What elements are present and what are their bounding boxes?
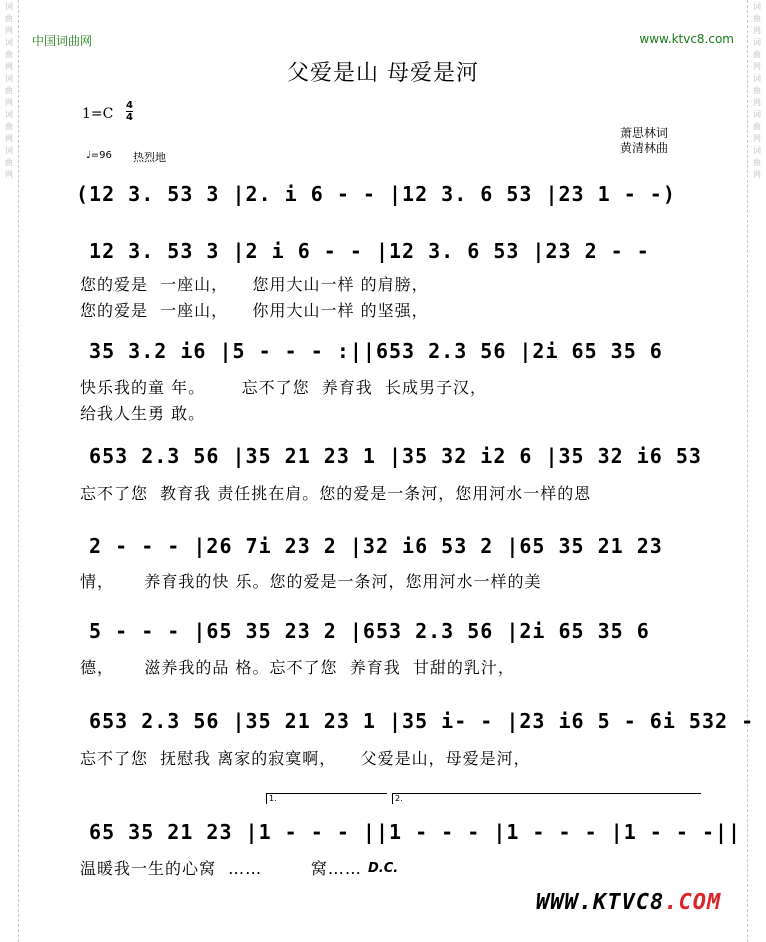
song-title: 父爱是山 母爱是河	[287, 61, 479, 86]
lyric-line: 忘不了您 教育我 责任挑在肩。您的爱是一条河，您用河水一样的恩	[80, 484, 592, 503]
lyricist-credit: 萧思林词	[620, 126, 669, 140]
watermark-left: 词 曲 网 词 曲 网 词 曲 网 词 曲 网 词 曲 网	[0, 0, 19, 942]
notation-row	[76, 442, 704, 482]
notation-row	[76, 180, 704, 220]
notation-row	[76, 237, 704, 277]
lyric-line: 情， 养育我的快 乐。您的爱是一条河，您用河水一样的美	[80, 572, 542, 591]
lyric-line: 快乐我的童 年。 忘不了您 养育我 长成男子汉，	[80, 378, 487, 397]
brand-tail: .COM	[664, 890, 722, 915]
lyric-line: 您的爱是 一座山， 您用大山一样 的肩膀，	[80, 275, 429, 294]
notes-line: 2 - - - |26 7i 23 2 |32 i6 53 2 |65 35 21 23	[76, 534, 663, 558]
time-signature: 4 4	[126, 100, 133, 123]
notes-line: 65 35 21 23 |1 - - - ||1 - - - |1 - - - |1 - - -||	[76, 820, 742, 844]
notes-line: 5 - - - |65 35 23 2 |653 2.3 56 |2i 65 35 6	[76, 619, 650, 643]
lyric-line: 忘不了您 抚慰我 离家的寂寞啊， 父爱是山，母爱是河，	[80, 749, 531, 768]
brand-logo	[536, 890, 721, 915]
lyric-line: 给我人生勇 敢。	[80, 404, 206, 423]
notation-row	[76, 617, 704, 657]
lyric-line: 德， 滋养我的品 格。忘不了您 养育我 甘甜的乳汁，	[80, 658, 515, 677]
notes-line: 653 2.3 56 |35 21 23 1 |35 i- - |23 i6 5 - 6i 532 -	[76, 709, 755, 733]
brand-main: WWW.KTVC8	[536, 890, 665, 915]
lyric-line: 温暖我一生的心窝 …… 窝……	[80, 859, 362, 878]
second-ending-bracket: 2.	[392, 793, 701, 804]
dc-mark: D.C.	[368, 861, 399, 876]
watermark-right: 词 曲 网 词 曲 网 词 曲 网 词 曲 网 词 曲 网	[747, 0, 766, 942]
notes-line: (12 3. 53 3 |2. i 6 - - |12 3. 6 53 |23 1 - -)	[76, 182, 676, 206]
notation-row	[76, 337, 704, 377]
key-signature: 1=C	[82, 106, 114, 122]
site-url-link[interactable]: www.ktvc8.com	[639, 32, 734, 46]
notes-line: 12 3. 53 3 |2 i 6 - - |12 3. 6 53 |23 2 - -	[76, 239, 650, 263]
lyric-line: 您的爱是 一座山， 你用大山一样 的坚强，	[80, 301, 429, 320]
notation-row	[76, 707, 755, 747]
tempo-mark: ♩=96	[86, 150, 112, 161]
notes-line: 653 2.3 56 |35 21 23 1 |35 32 i2 6 |35 32 i6 53	[76, 444, 702, 468]
first-ending-bracket: 1.	[266, 793, 387, 804]
notation-row	[76, 818, 742, 858]
site-name-link[interactable]: 中国词曲网	[32, 34, 93, 48]
composer-credit: 黄清林曲	[620, 141, 669, 155]
expression-mark: 热烈地	[133, 151, 166, 164]
notation-row	[76, 532, 704, 572]
notes-line: 35 3.2 i6 |5 - - - :||653 2.3 56 |2i 65 35 6	[76, 339, 663, 363]
